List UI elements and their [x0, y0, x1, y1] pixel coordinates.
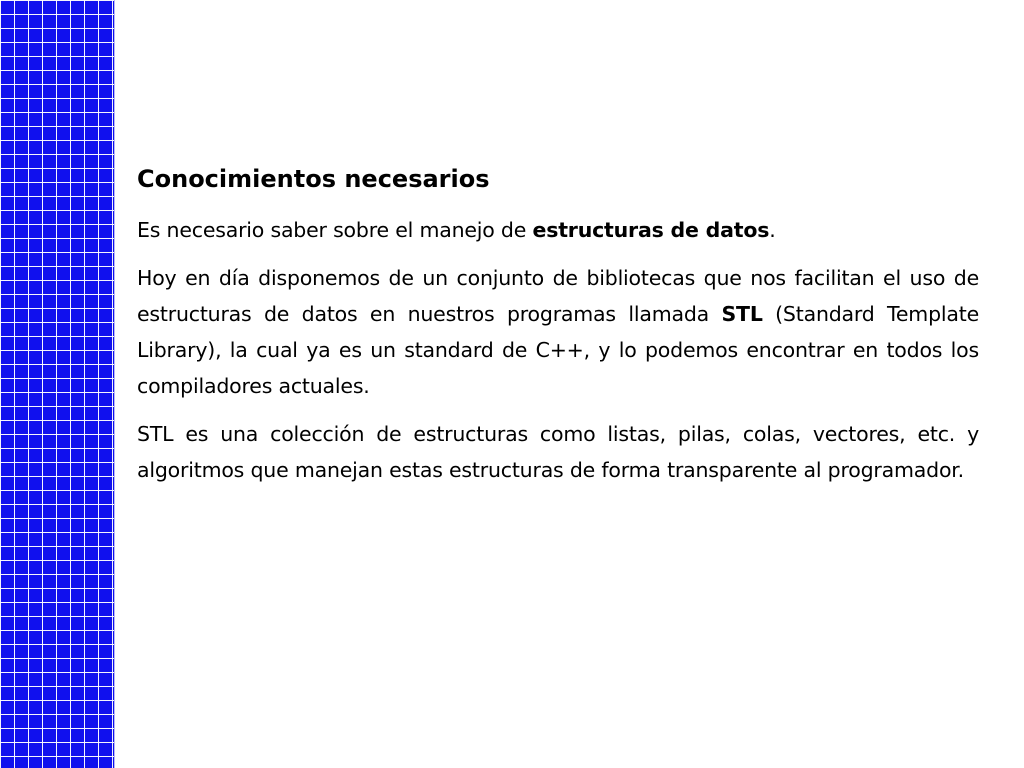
paragraph-data-structures — [137, 212, 979, 248]
paragraph-text: Hoy en día disponemos de un conjunto de bibliotecas que nos facilitan el uso de estructuras de datos en nuestros programas llamada — [137, 266, 979, 326]
bold-term-stl: STL — [721, 302, 763, 326]
slide-heading: Conocimientos necesarios — [137, 165, 490, 193]
bold-term-estructuras: estructuras de datos — [532, 218, 770, 242]
paragraph-text: (Standard Template Library), la cual ya es un standard de C++, y lo podemos encontrar en todos los compiladores actuales. — [137, 302, 979, 398]
paragraph-text: . — [769, 218, 776, 242]
blue-grid-decoration — [0, 0, 115, 768]
paragraph-stl-intro — [137, 260, 979, 404]
paragraph-stl-description: STL es una colección de estructuras como listas, pilas, colas, vectores, etc. y algoritmos que manejan estas estructuras de forma transparente al programador. — [137, 422, 979, 482]
slide-content — [137, 160, 979, 500]
paragraph-text: Es necesario saber sobre el manejo de — [137, 218, 533, 242]
